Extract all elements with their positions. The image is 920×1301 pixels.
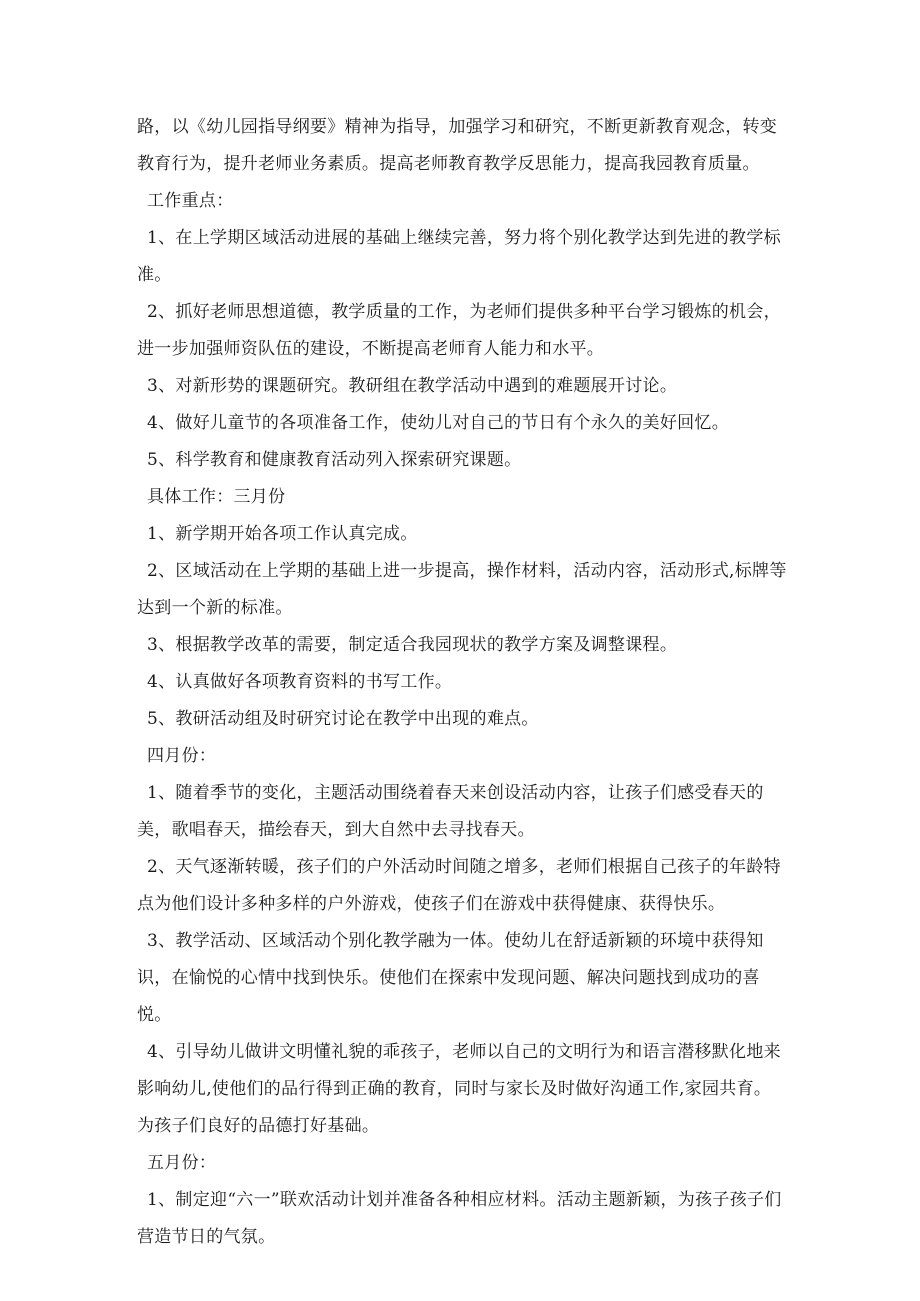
- focus-item-5: 5、科学教育和健康教育活动列入探索研究课题。: [147, 450, 522, 470]
- heading-work-focus: 工作重点：: [147, 191, 234, 211]
- april-item-4: 4、引导幼儿做讲文明懂礼貌的乖孩子，老师以自己的文明行为和语言潜移默化地来影响幼儿,使他们的品行得到正确的教育，同时与家长及时做好沟通工作,家园共育。为孩子们良好的品德打好基础。: [137, 1042, 781, 1136]
- heading-may: 五月份：: [147, 1153, 217, 1173]
- march-item-1: 1、新学期开始各项工作认真完成。: [147, 524, 418, 544]
- focus-item-1: 1、在上学期区域活动进展的基础上继续完善，努力将个别化教学达到先进的教学标准。: [137, 228, 781, 285]
- april-item-2: 2、天气逐渐转暖，孩子们的户外活动时间随之增多，老师们根据自己孩子的年龄特点为他们设计多种多样的户外游戏，使孩子们在游戏中获得健康、获得快乐。: [137, 857, 781, 914]
- may-item-1: 1、制定迎“六一”联欢活动计划并准备各种相应材料。活动主题新颖，为孩子孩子们营造节日的气氛。: [137, 1190, 782, 1247]
- heading-april: 四月份：: [147, 746, 217, 766]
- march-item-3: 3、根据教学改革的需要，制定适合我园现状的教学方案及调整课程。: [147, 635, 678, 655]
- march-item-4: 4、认真做好各项教育资料的书写工作。: [147, 672, 453, 692]
- april-item-1: 1、随着季节的变化，主题活动围绕着春天来创设活动内容，让孩子们感受春天的美，歌唱春天，描绘春天，到大自然中去寻找春天。: [137, 783, 764, 840]
- paragraph-intro-continued: 路，以《幼儿园指导纲要》精神为指导，加强学习和研究，不断更新教育观念，转变教育行为，提升老师业务素质。提高老师教育教学反思能力，提高我园教育质量。: [137, 117, 778, 174]
- april-item-3: 3、教学活动、区域活动个别化教学融为一体。使幼儿在舒适新颖的环境中获得知识，在愉悦的心情中找到快乐。使他们在探索中发现问题、解决问题找到成功的喜悦。: [137, 931, 764, 1025]
- march-item-2: 2、区域活动在上学期的基础上进一步提高，操作材料，活动内容，活动形式,标牌等达到一个新的标准。: [137, 561, 787, 618]
- heading-march: 具体工作：三月份: [147, 487, 286, 507]
- document-body: [137, 109, 787, 1256]
- focus-item-4: 4、做好儿童节的各项准备工作，使幼儿对自己的节日有个永久的美好回忆。: [147, 413, 730, 433]
- focus-item-3: 3、对新形势的课题研究。教研组在教学活动中遇到的难题展开讨论。: [147, 376, 678, 396]
- march-item-5: 5、教研活动组及时研究讨论在教学中出现的难点。: [147, 709, 539, 729]
- focus-item-2: 2、抓好老师思想道德，教学质量的工作，为老师们提供多种平台学习锻炼的机会，进一步加强师资队伍的建设，不断提高老师育人能力和水平。: [137, 302, 781, 359]
